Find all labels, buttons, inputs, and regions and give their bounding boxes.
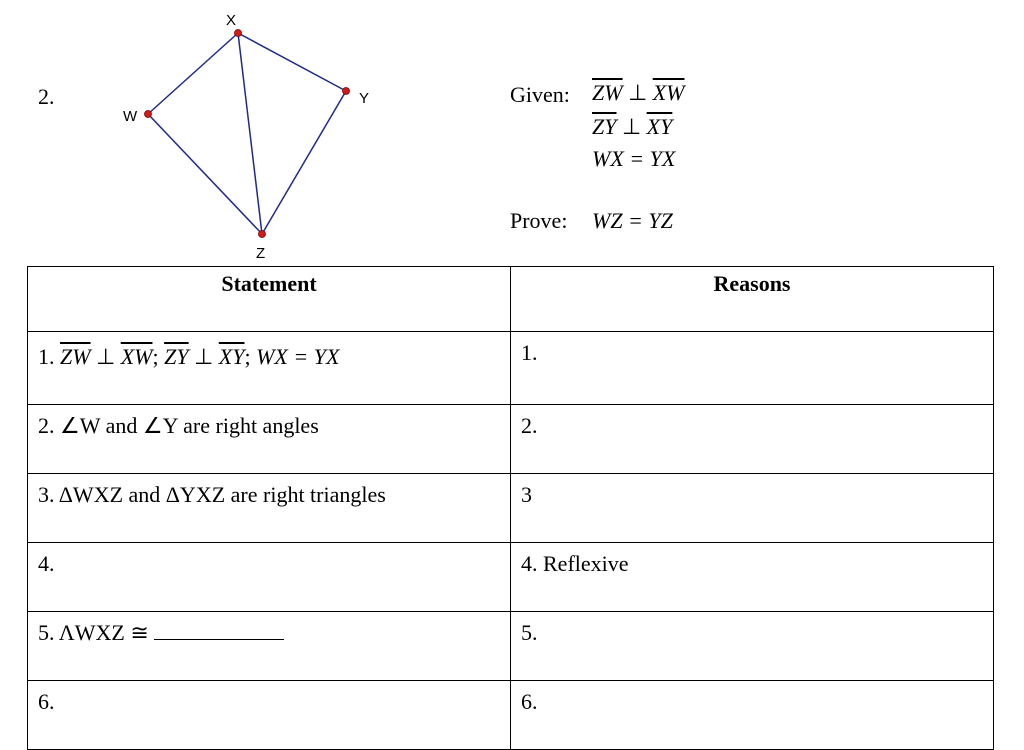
point-y	[343, 88, 350, 95]
statement-cell[interactable]: 6.	[28, 681, 511, 750]
statement-cell: 3. ΔWXZ and ΔYXZ are right triangles	[28, 474, 511, 543]
reason-cell[interactable]: 1.	[511, 332, 994, 405]
segment-xw: $\overline{XW}$	[120, 344, 153, 369]
header-statement: Statement	[28, 267, 511, 332]
label-x: X	[226, 12, 237, 29]
segment-xy: $\overline{XY}$	[646, 114, 673, 139]
reason-cell: 4. Reflexive	[511, 543, 994, 612]
statement-cell	[28, 332, 511, 405]
table-row	[28, 332, 994, 405]
segment-wz	[148, 114, 262, 234]
given-block	[510, 80, 592, 110]
quadrilateral-figure	[110, 8, 380, 263]
prove-label: Prove:	[510, 208, 568, 233]
segment-xy	[238, 33, 346, 91]
reason-cell[interactable]: 6.	[511, 681, 994, 750]
blank-line[interactable]	[154, 621, 284, 640]
reason-cell[interactable]: 5.	[511, 612, 994, 681]
label-y: Y	[359, 90, 370, 107]
header-reasons: Reasons	[511, 267, 994, 332]
point-w	[145, 111, 152, 118]
table-row	[28, 405, 994, 474]
problem-number: 2.	[38, 84, 55, 109]
statement-cell[interactable]	[28, 612, 511, 681]
given-line-2	[592, 114, 672, 140]
segment-xw	[148, 33, 238, 114]
label-w: W	[123, 108, 138, 125]
statement-cell: 2. ∠W and ∠Y are right angles	[28, 405, 511, 474]
perp-symbol: ⊥	[628, 80, 648, 105]
separator: ;	[152, 344, 159, 369]
perp-symbol: ⊥	[194, 344, 214, 369]
row-number: 1.	[38, 344, 55, 369]
segment-zy: $\overline{ZY}$	[164, 344, 189, 369]
table-row	[28, 612, 994, 681]
segment-yz	[262, 91, 346, 234]
reason-cell[interactable]: 2.	[511, 405, 994, 474]
label-z: Z	[256, 245, 266, 262]
table-header-row	[28, 267, 994, 332]
reason-cell[interactable]: 3	[511, 474, 994, 543]
perp-symbol: ⊥	[96, 344, 116, 369]
segment-zw: $\overline{ZW}$	[592, 80, 623, 105]
table-row	[28, 474, 994, 543]
table-row	[28, 543, 994, 612]
statement-text: 5. ΛWXZ ≅	[38, 620, 149, 645]
point-x	[235, 30, 242, 37]
segment-xz	[238, 33, 262, 234]
statement-cell[interactable]: 4.	[28, 543, 511, 612]
figure-lines	[148, 33, 346, 234]
segment-xw: $\overline{XW}$	[652, 80, 685, 105]
point-z	[259, 231, 266, 238]
segment-zw: $\overline{ZW}$	[60, 344, 91, 369]
segment-xy: $\overline{XY}$	[218, 344, 245, 369]
prove-block	[510, 208, 673, 234]
table-row	[28, 681, 994, 750]
equation: WX = YX	[256, 344, 340, 369]
segment-zy: $\overline{ZY}$	[592, 114, 617, 139]
given-line-1	[592, 80, 685, 106]
prove-statement: WZ = YZ	[592, 208, 673, 233]
given-label: Given:	[510, 82, 570, 107]
given-line-3: WX = YX	[592, 146, 676, 171]
separator: ;	[244, 344, 251, 369]
perp-symbol: ⊥	[621, 114, 642, 139]
proof-table	[27, 266, 994, 750]
